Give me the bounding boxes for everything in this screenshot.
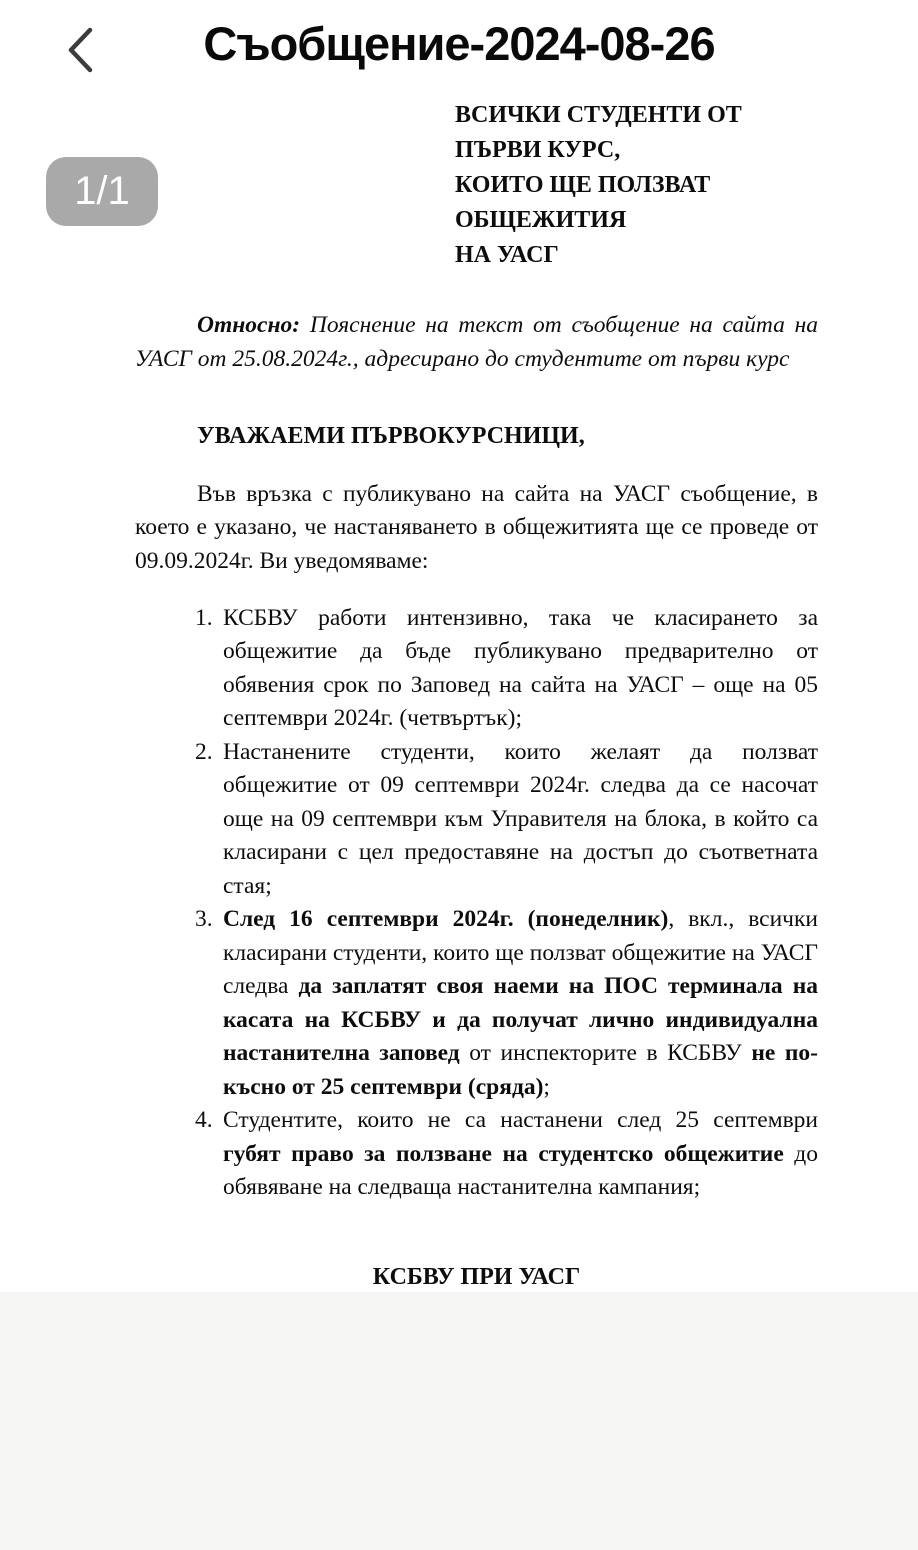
list-item-text: След 16 септември 2024г. (понеделник), вкл., всички класирани студенти, които ще ползват общежитие на УАСГ следва да заплатят своя наеми на ПОС терминала на касата на КСБВУ и да получат лично индивидуална настанителна заповед от инспекторите в КСБВУ не по-късно от 25 септември (сряда); <box>223 906 818 1100</box>
list-item <box>135 602 818 736</box>
list-item-number: 4. <box>195 1107 213 1133</box>
intro-paragraph: Във връзка с публикувано на сайта на УАСГ съобщение, в което е указано, че настаняването в общежитията ще се проведе от 09.09.2024г. Ви уведомяваме: <box>135 480 818 574</box>
list-item-text: Настанените студенти, които желаят да ползват общежитие от 09 септември 2024г. следва да се насочат още на 09 септември към Управителя на блока, в който са класирани с цел предоставяне на достъп до съответната стая; <box>223 738 818 899</box>
page-indicator-label: 1/1 <box>74 169 130 213</box>
viewer-footer-background <box>0 1292 918 1550</box>
salutation: УВАЖАЕМИ ПЪРВОКУРСНИЦИ, <box>197 423 585 449</box>
page-title: Съобщение-2024-08-26 <box>203 17 715 70</box>
numbered-list <box>135 602 818 1205</box>
subject-paragraph: Относно: Пояснение на текст от съобщение на сайта на УАСГ от 25.08.2024г., адресирано до студентите от първи курс <box>135 312 818 372</box>
viewer-header <box>0 0 918 92</box>
list-item-number: 3. <box>195 906 213 932</box>
list-item <box>135 903 818 1104</box>
list-item-text: КСБВУ работи интензивно, така че класирането за общежитие да бъде публикувано предварително от обявения срок по Заповед на сайта на УАСГ – още на 05 септември 2024г. (четвъртък); <box>223 604 818 731</box>
page-indicator-badge <box>46 157 158 226</box>
list-item-number: 1. <box>195 604 213 631</box>
list-item <box>135 736 818 904</box>
signature-org: КСБВУ ПРИ УАСГ <box>372 1263 581 1290</box>
list-item-number: 2. <box>195 738 213 765</box>
addressee-block <box>455 98 818 273</box>
list-item-text: Студентите, които не са настанени след 25 септември губят право за ползване на студентско общежитие до обявяване на следваща настанителна кампания; <box>223 1107 818 1200</box>
document-page <box>135 96 818 1332</box>
list-item <box>135 1104 818 1205</box>
addressee-line: КОИТО ЩЕ ПОЛЗВАТ ОБЩЕЖИТИЯ <box>455 172 711 233</box>
addressee-line: ВСИЧКИ СТУДЕНТИ ОТ ПЪРВИ КУРС, <box>455 102 742 163</box>
addressee-line: НА УАСГ <box>455 242 559 268</box>
